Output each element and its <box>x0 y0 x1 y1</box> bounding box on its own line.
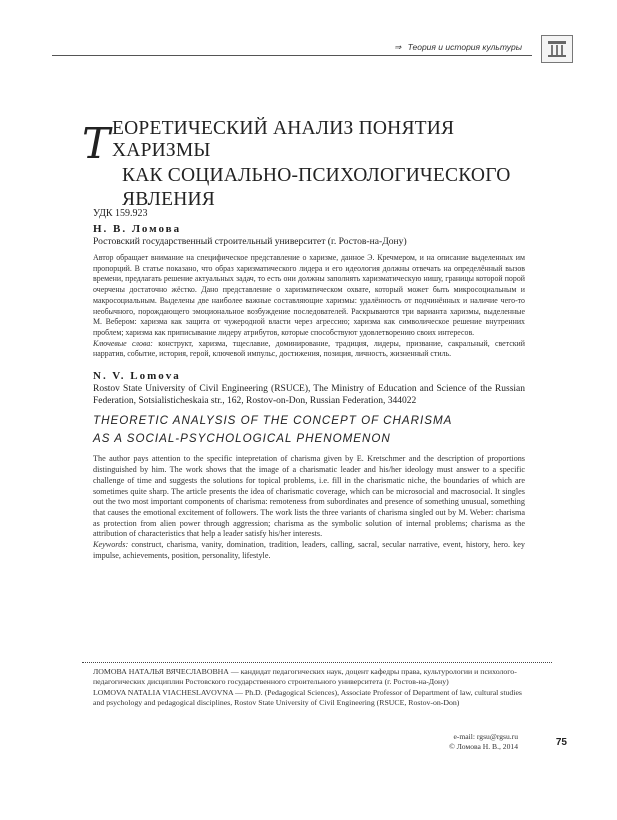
title-en-line-2: AS A SOCIAL-PSYCHOLOGICAL PHENOMENON <box>93 432 391 446</box>
email: e-mail: rgsu@rgsu.ru <box>453 732 518 741</box>
article-content <box>93 208 525 561</box>
keywords-en-label: Keywords: <box>93 540 129 550</box>
journal-logo <box>541 35 573 63</box>
author-name-ru: Н. В. Ломова <box>93 223 182 235</box>
section-title: Теория и история культуры <box>407 42 522 52</box>
abstract-ru <box>93 253 525 360</box>
affiliation-en: Rostov State University of Civil Engineering (RSUCE), The Ministry of Education and Science of the Russian Federation, Sotsialisticheskaia str., 162, Rostov-on-Don, Russian Federation, 344022 <box>93 384 525 406</box>
affiliation-ru: Ростовский государственный строительный университет (г. Ростов-на-Дону) <box>93 236 407 247</box>
abstract-en-text: The author pays attention to the specific intepretation of charisma given by E. Kretschmer and the description of proportions distinguished by him. The work shows that the image of a charismatic leader and his/her ideology must answer to a specific challenge of time and suggests the solutions for topical problems, i.e. fill in the charismatic niche, the boundaries of which are sometimes quite sharp. The article presents the idea of charismatic coverage, which can be microsocial and macrosocial. It singles out the two most important components of charisma: remoteness from subordinates and presence of something unusual, something that causes the emotional excitement of followers. The work lists the three variants of charisma singled out by M. Weber: charisma as protection from alien power through aggression; charisma as the symbolic solution of internal problems; charisma as the attribution of characteristics that help a leader satisfy his/her interests. <box>93 454 525 539</box>
keywords-en: construct, charisma, vanity, domination, tradition, leaders, calling, sacral, secular narrative, event, history, hero. key impulse, achievements, position, personality, lifestyle. <box>93 540 526 560</box>
column-icon <box>546 39 568 59</box>
abstract-ru-text: Автор обращает внимание на специфическое представление о харизме, данное Э. Кречмером, и на описание выделенных им пропорций. В статье показано, что образ харизматического лидера и его идеология должны отвечать на определённый вызов времени, предлагать решение актуальных задач, то есть они должны заполнять харизматическую нишу, границы которой порой очерчены достаточно жёстко. Дано представление о харизматическом охвате, который может быть микросоциальным и макросоциальным. Выделены две наиболее важные составляющие харизмы: удалённость от подчинённых и наличие чего-то необычного, порождающего эмоциональное возбуждение последователей. Раскрываются три варианта харизмы, выделенные М. Вебером: харизма как защита от чужеродной власти через агрессию; харизма как символическое решение внутренних проблем; харизма как приписывание лидеру атрибутов, которые способствуют удовлетворению своих интересов. <box>93 253 525 337</box>
title-dropcap: Т <box>82 119 111 168</box>
footnote-divider <box>82 662 552 663</box>
abstract-en <box>93 454 525 561</box>
header-rule <box>52 55 532 56</box>
running-header <box>394 42 522 53</box>
page-number: 75 <box>555 737 567 748</box>
title-en-line-1: THEORETIC ANALYSIS OF THE CONCEPT OF CHARISMA <box>93 414 453 428</box>
contacts <box>449 732 518 751</box>
keywords-ru: конструкт, харизма, тщеславие, доминирование, традиция, лидеры, призвание, сакральный, светский нарратив, событие, история, герой, ключевой импульс, достижения, позиция, личность, жизненный стиль. <box>93 338 525 359</box>
footnote-en: LOMOVA NATALIA VIACHESLAVOVNA — Ph.D. (Pedagogical Sciences), Associate Professor of Department of law, cultural studies and psychology and pedagogical disciplines, Rostov State University of Civil Engineering (RSUCE, Rostov-on-Don) <box>93 688 522 708</box>
arrow-icon: ⇒ <box>394 42 402 52</box>
udk-code: УДК 159.923 <box>93 208 148 219</box>
article-title-ru <box>82 118 552 212</box>
article-title-en <box>93 412 525 448</box>
title-line-2: КАК СОЦИАЛЬНО-ПСИХОЛОГИЧЕСКОГО ЯВЛЕНИЯ <box>122 165 511 210</box>
author-footnotes <box>93 667 525 710</box>
keywords-ru-label: Ключевые слова: <box>93 338 153 348</box>
title-line-1: ЕОРЕТИЧЕСКИЙ АНАЛИЗ ПОНЯТИЯ ХАРИЗМЫ <box>112 118 455 161</box>
copyright: © Ломова Н. В., 2014 <box>449 741 518 751</box>
footnote-ru: ЛОМОВА НАТАЛЬЯ ВЯЧЕСЛАВОВНА — кандидат педагогических наук, доцент кафедры права, культурологии и психолого-педагогических дисциплин Ростовского государственного строительного университета (г. Ростов-на-Дону) <box>93 667 517 686</box>
author-name-en: N. V. Lomova <box>93 370 181 383</box>
